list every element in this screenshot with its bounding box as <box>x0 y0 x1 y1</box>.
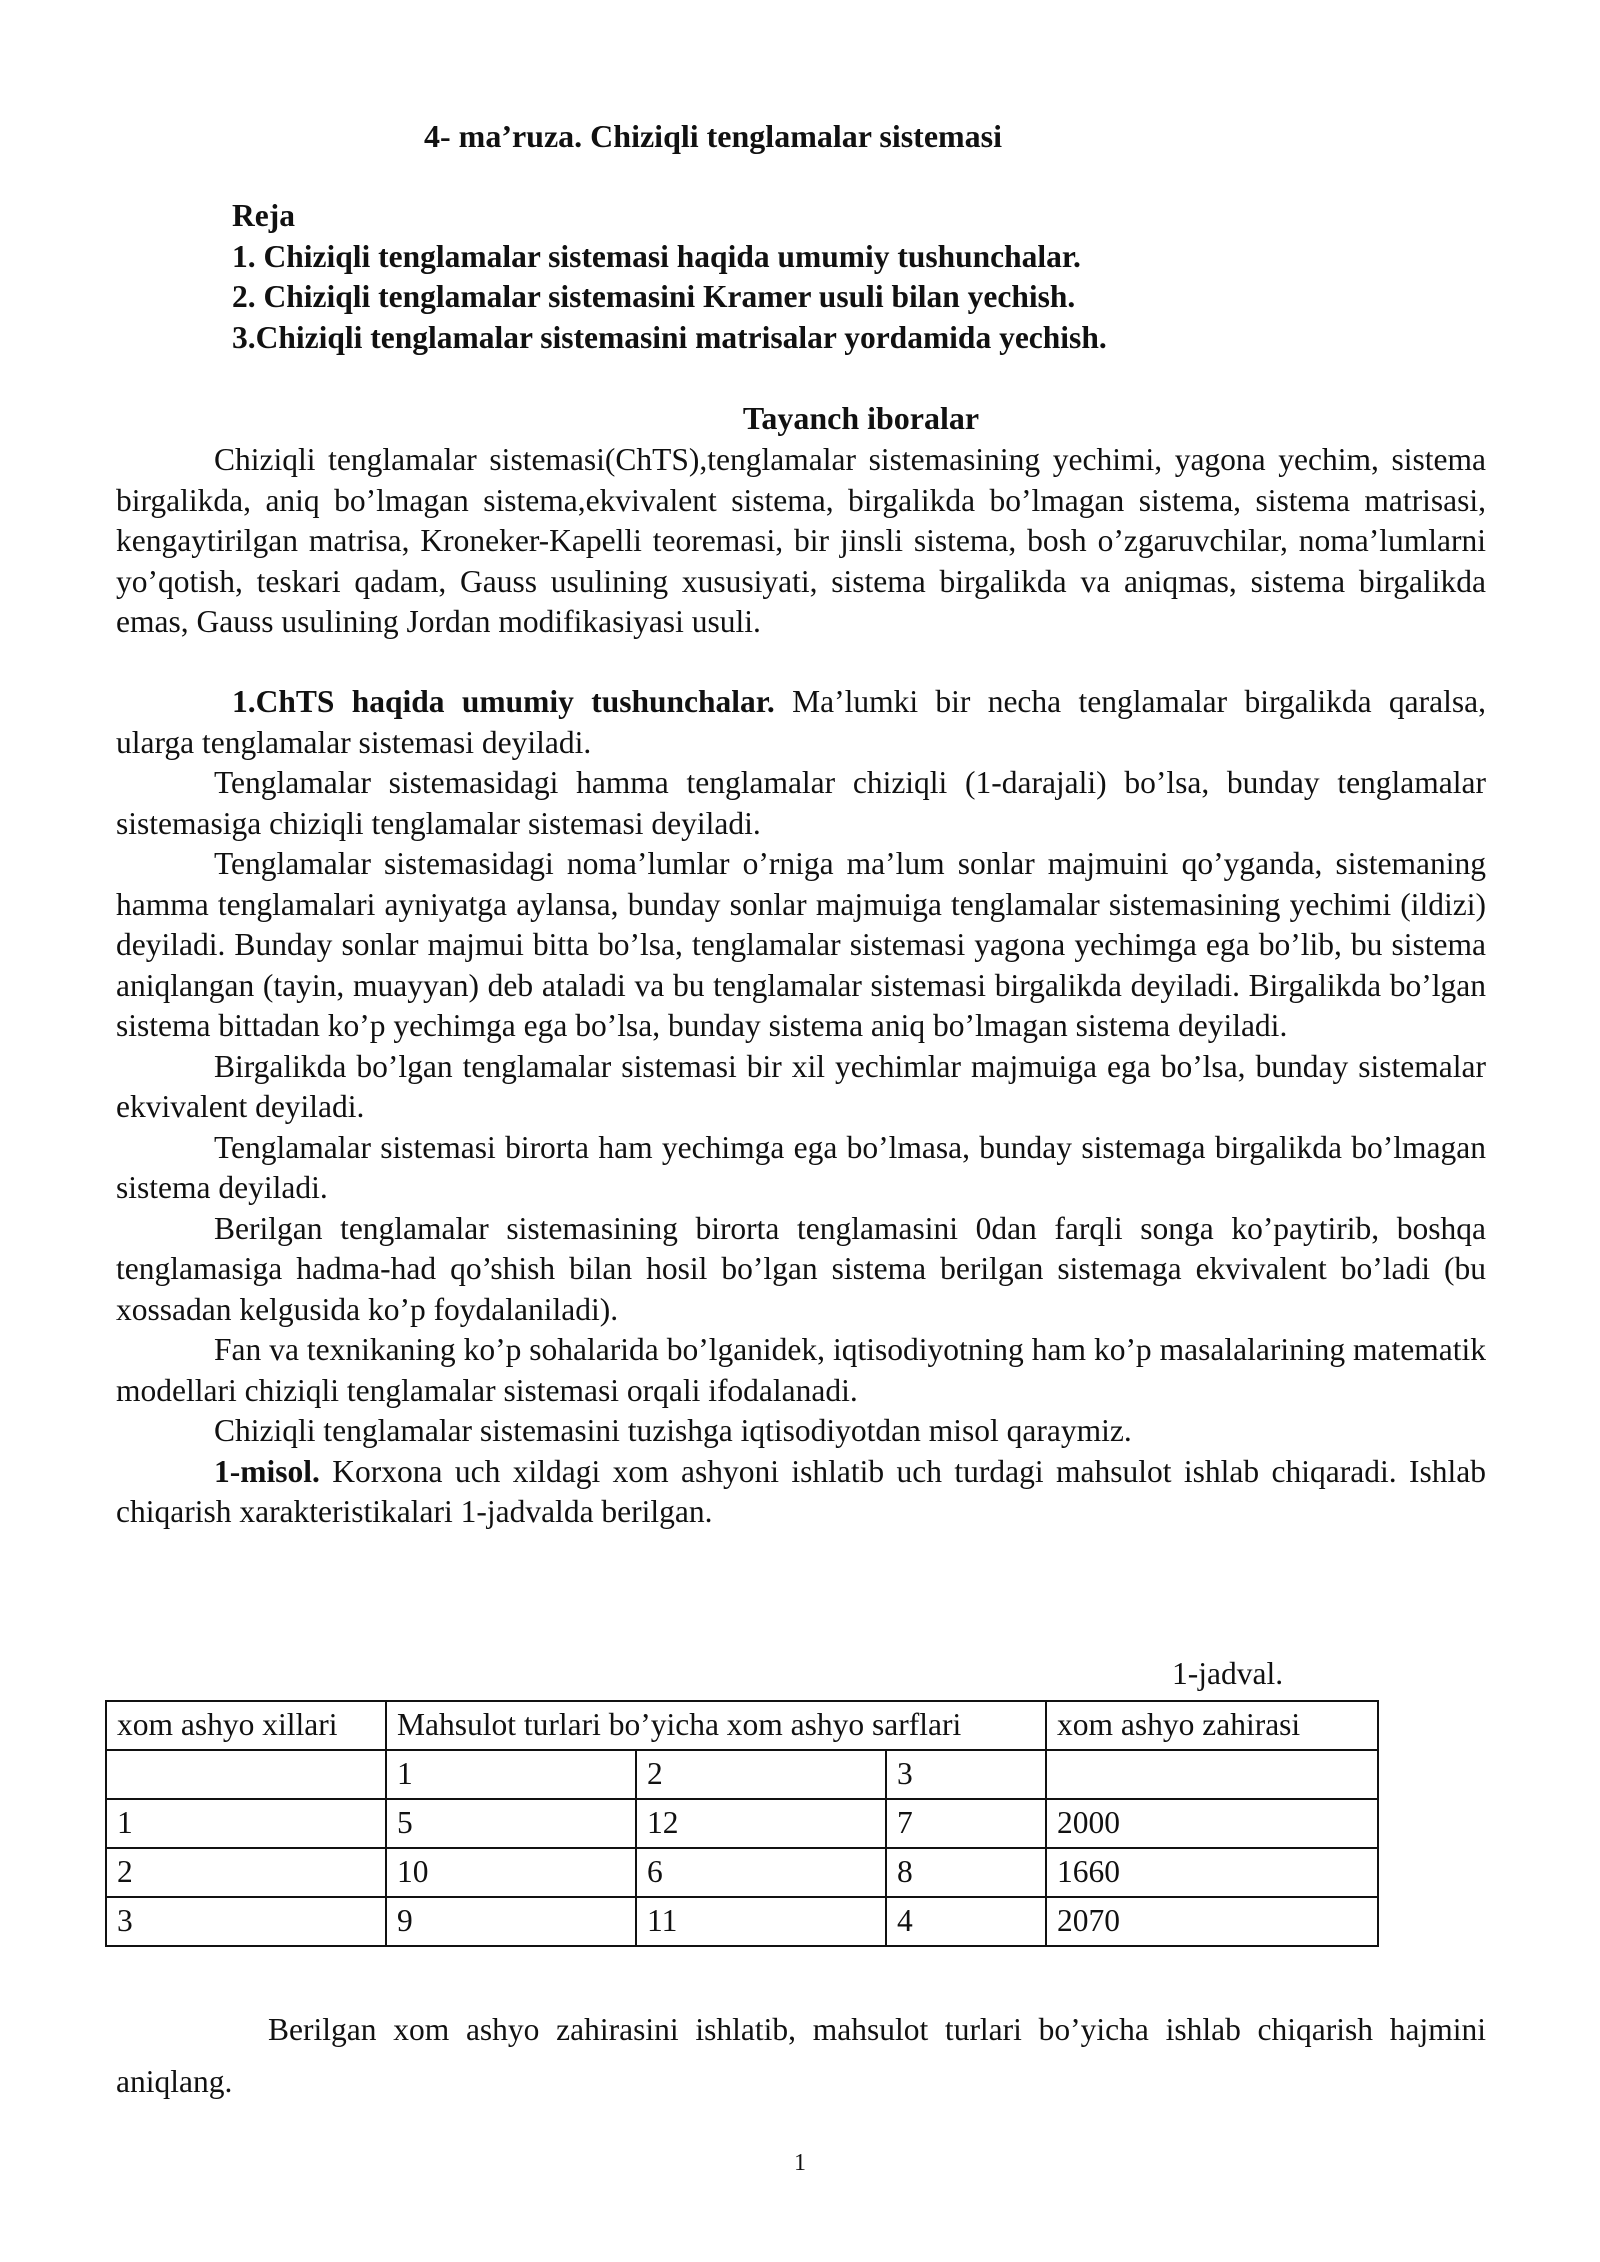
plan-item: 2. Chiziqli tenglamalar sistemasini Kramer usuli bilan yechish. <box>232 279 1076 314</box>
table-cell: 10 <box>386 1848 636 1897</box>
table-cell: 1 <box>386 1750 636 1799</box>
plan-item: 3.Chiziqli tenglamalar sistemasini matrisalar yordamida yechish. <box>232 319 1107 355</box>
plan-heading: Reja <box>232 198 295 233</box>
table-caption: 1-jadval. <box>1172 1656 1284 1691</box>
plan-section <box>232 196 1600 358</box>
table-subheader-row <box>106 1750 1378 1799</box>
page-number: 1 <box>794 2150 806 2176</box>
title-text: Chiziqli tenglamalar sistemasi <box>590 118 1003 154</box>
table-cell: 1 <box>106 1799 386 1848</box>
table-header-cell: xom ashyo xillari <box>106 1701 386 1750</box>
paragraph: Tenglamalar sistemasi birorta ham yechimga ega bo’lmasa, bunday sistemaga birgalikda bo’lmagan sistema deyiladi. <box>116 1129 1486 1205</box>
paragraph: Tenglamalar sistemasidagi hamma tenglamalar chiziqli (1-darajali) bo’lsa, bunday tenglamalar sistemasiga chiziqli tenglamalar sistemasi deyiladi. <box>116 765 1486 841</box>
keywords-text: Chiziqli tenglamalar sistemasi(ChTS),tenglamalar sistemasining yechimi, yagona yechim, sistema birgalikda, aniq bo’lmagan sistema,ekvivalent sistema, birgalikda bo’lmagan sistema, sistema matrisasi, kengaytirilgan matrisa, Kroneker-Kapelli teoremasi, bir jinsli sistema, bosh o’zgaruvchilar, noma’lumlarni yo’qotish, teskari qadam, Gauss usulining xususiyati, sistema birgalikda va aniqmas, sistema birgalikda emas, Gauss usulining Jordan modifikasiyasi usuli. <box>116 442 1486 639</box>
paragraph: Birgalikda bo’lgan tenglamalar sistemasi bir xil yechimlar majmuiga ega bo’lsa, bunday sistemalar ekvivalent deyiladi. <box>116 1048 1486 1124</box>
table-cell: 9 <box>386 1897 636 1946</box>
table-row <box>106 1848 1378 1897</box>
keywords-heading: Tayanch iboralar <box>742 400 980 436</box>
table-cell: 2070 <box>1046 1897 1378 1946</box>
table-row <box>106 1799 1378 1848</box>
table-cell: 3 <box>106 1897 386 1946</box>
section-1 <box>116 682 1486 1533</box>
table-header-row <box>106 1701 1378 1750</box>
task-block <box>116 2004 1486 2108</box>
example-text: Korxona uch xildagi xom ashyoni ishlatib uch turdagi mahsulot ishlab chiqaradi. Ishlab chiqarish xarakteristikalari 1-jadvalda berilgan. <box>116 1453 1486 1529</box>
keywords-block <box>116 440 1486 643</box>
page-title <box>424 118 1002 155</box>
table-cell: 12 <box>636 1799 886 1848</box>
table-cell: 2 <box>636 1750 886 1799</box>
table-header-cell: Mahsulot turlari bo’yicha xom ashyo sarflari <box>386 1701 1046 1750</box>
paragraph: Fan va texnikaning ko’p sohalarida bo’lganidek, iqtisodiyotning ham ko’p masalalarining matematik modellari chiziqli tenglamalar sistemasi orqali ifodalanadi. <box>116 1332 1486 1408</box>
table-cell: 2 <box>106 1848 386 1897</box>
table-cell: 8 <box>886 1848 1046 1897</box>
data-table <box>105 1700 1379 1947</box>
table-cell <box>1046 1750 1378 1799</box>
table-row <box>106 1897 1378 1946</box>
section-1-intro <box>116 682 1486 763</box>
title-separator: . <box>574 118 591 154</box>
paragraph: Chiziqli tenglamalar sistemasini tuzishga iqtisodiyotdan misol qaraymiz. <box>214 1413 1132 1448</box>
task-text: Berilgan xom ashyo zahirasini ishlatib, mahsulot turlari bo’yicha ishlab chiqarish hajmini aniqlang. <box>116 2012 1486 2099</box>
paragraph: Tenglamalar sistemasidagi noma’lumlar o’rniga ma’lum sonlar majmuini qo’yganda, sistemaning hamma tenglamalari ayniyatga aylansa, bunday sonlar majmuiga tenglamalar sistemasining yechimi (ildizi) deyiladi. Bunday sonlar majmui bitta bo’lsa, tenglamalar sistemasi yagona yechimga ega bo’lib, bu sistema aniqlangan (tayin, muayyan) deb ataladi va bu tenglamalar sistemasi birgalikda deyiladi. Birgalikda bo’lgan sistema bittadan ko’p yechimga ega bo’lsa, bunday sistema aniq bo’lmagan sistema deyiladi. <box>116 846 1486 1043</box>
example-label: 1-misol. <box>214 1453 320 1489</box>
lecture-number: 4- ma’ruza <box>424 118 575 154</box>
table-cell: 3 <box>886 1750 1046 1799</box>
table-cell: 1660 <box>1046 1848 1378 1897</box>
table-cell: 4 <box>886 1897 1046 1946</box>
plan-item: 1. Chiziqli tenglamalar sistemasi haqida umumiy tushunchalar. <box>232 238 1081 274</box>
table-cell <box>106 1750 386 1799</box>
table-cell: 11 <box>636 1897 886 1946</box>
table-cell: 2000 <box>1046 1799 1378 1848</box>
table-cell: 7 <box>886 1799 1046 1848</box>
table-header-cell: xom ashyo zahirasi <box>1046 1701 1378 1750</box>
table-cell: 6 <box>636 1848 886 1897</box>
paragraph: Berilgan tenglamalar sistemasining birorta tenglamasini 0dan farqli songa ko’paytirib, boshqa tenglamasiga hadma-had qo’shish bilan hosil bo’lgan sistema berilgan sistemaga ekvivalent bo’ladi (bu xossadan kelgusida ko’p foydalaniladi). <box>116 1210 1486 1327</box>
section-1-intro-text: Ma’lumki bir necha tenglamalar birgalikda qaralsa, ularga tenglamalar sistemasi deyiladi. <box>116 684 1486 760</box>
section-1-heading: 1.ChTS haqida umumiy tushunchalar. <box>232 684 775 719</box>
example-paragraph <box>116 1452 1486 1533</box>
table-cell: 5 <box>386 1799 636 1848</box>
